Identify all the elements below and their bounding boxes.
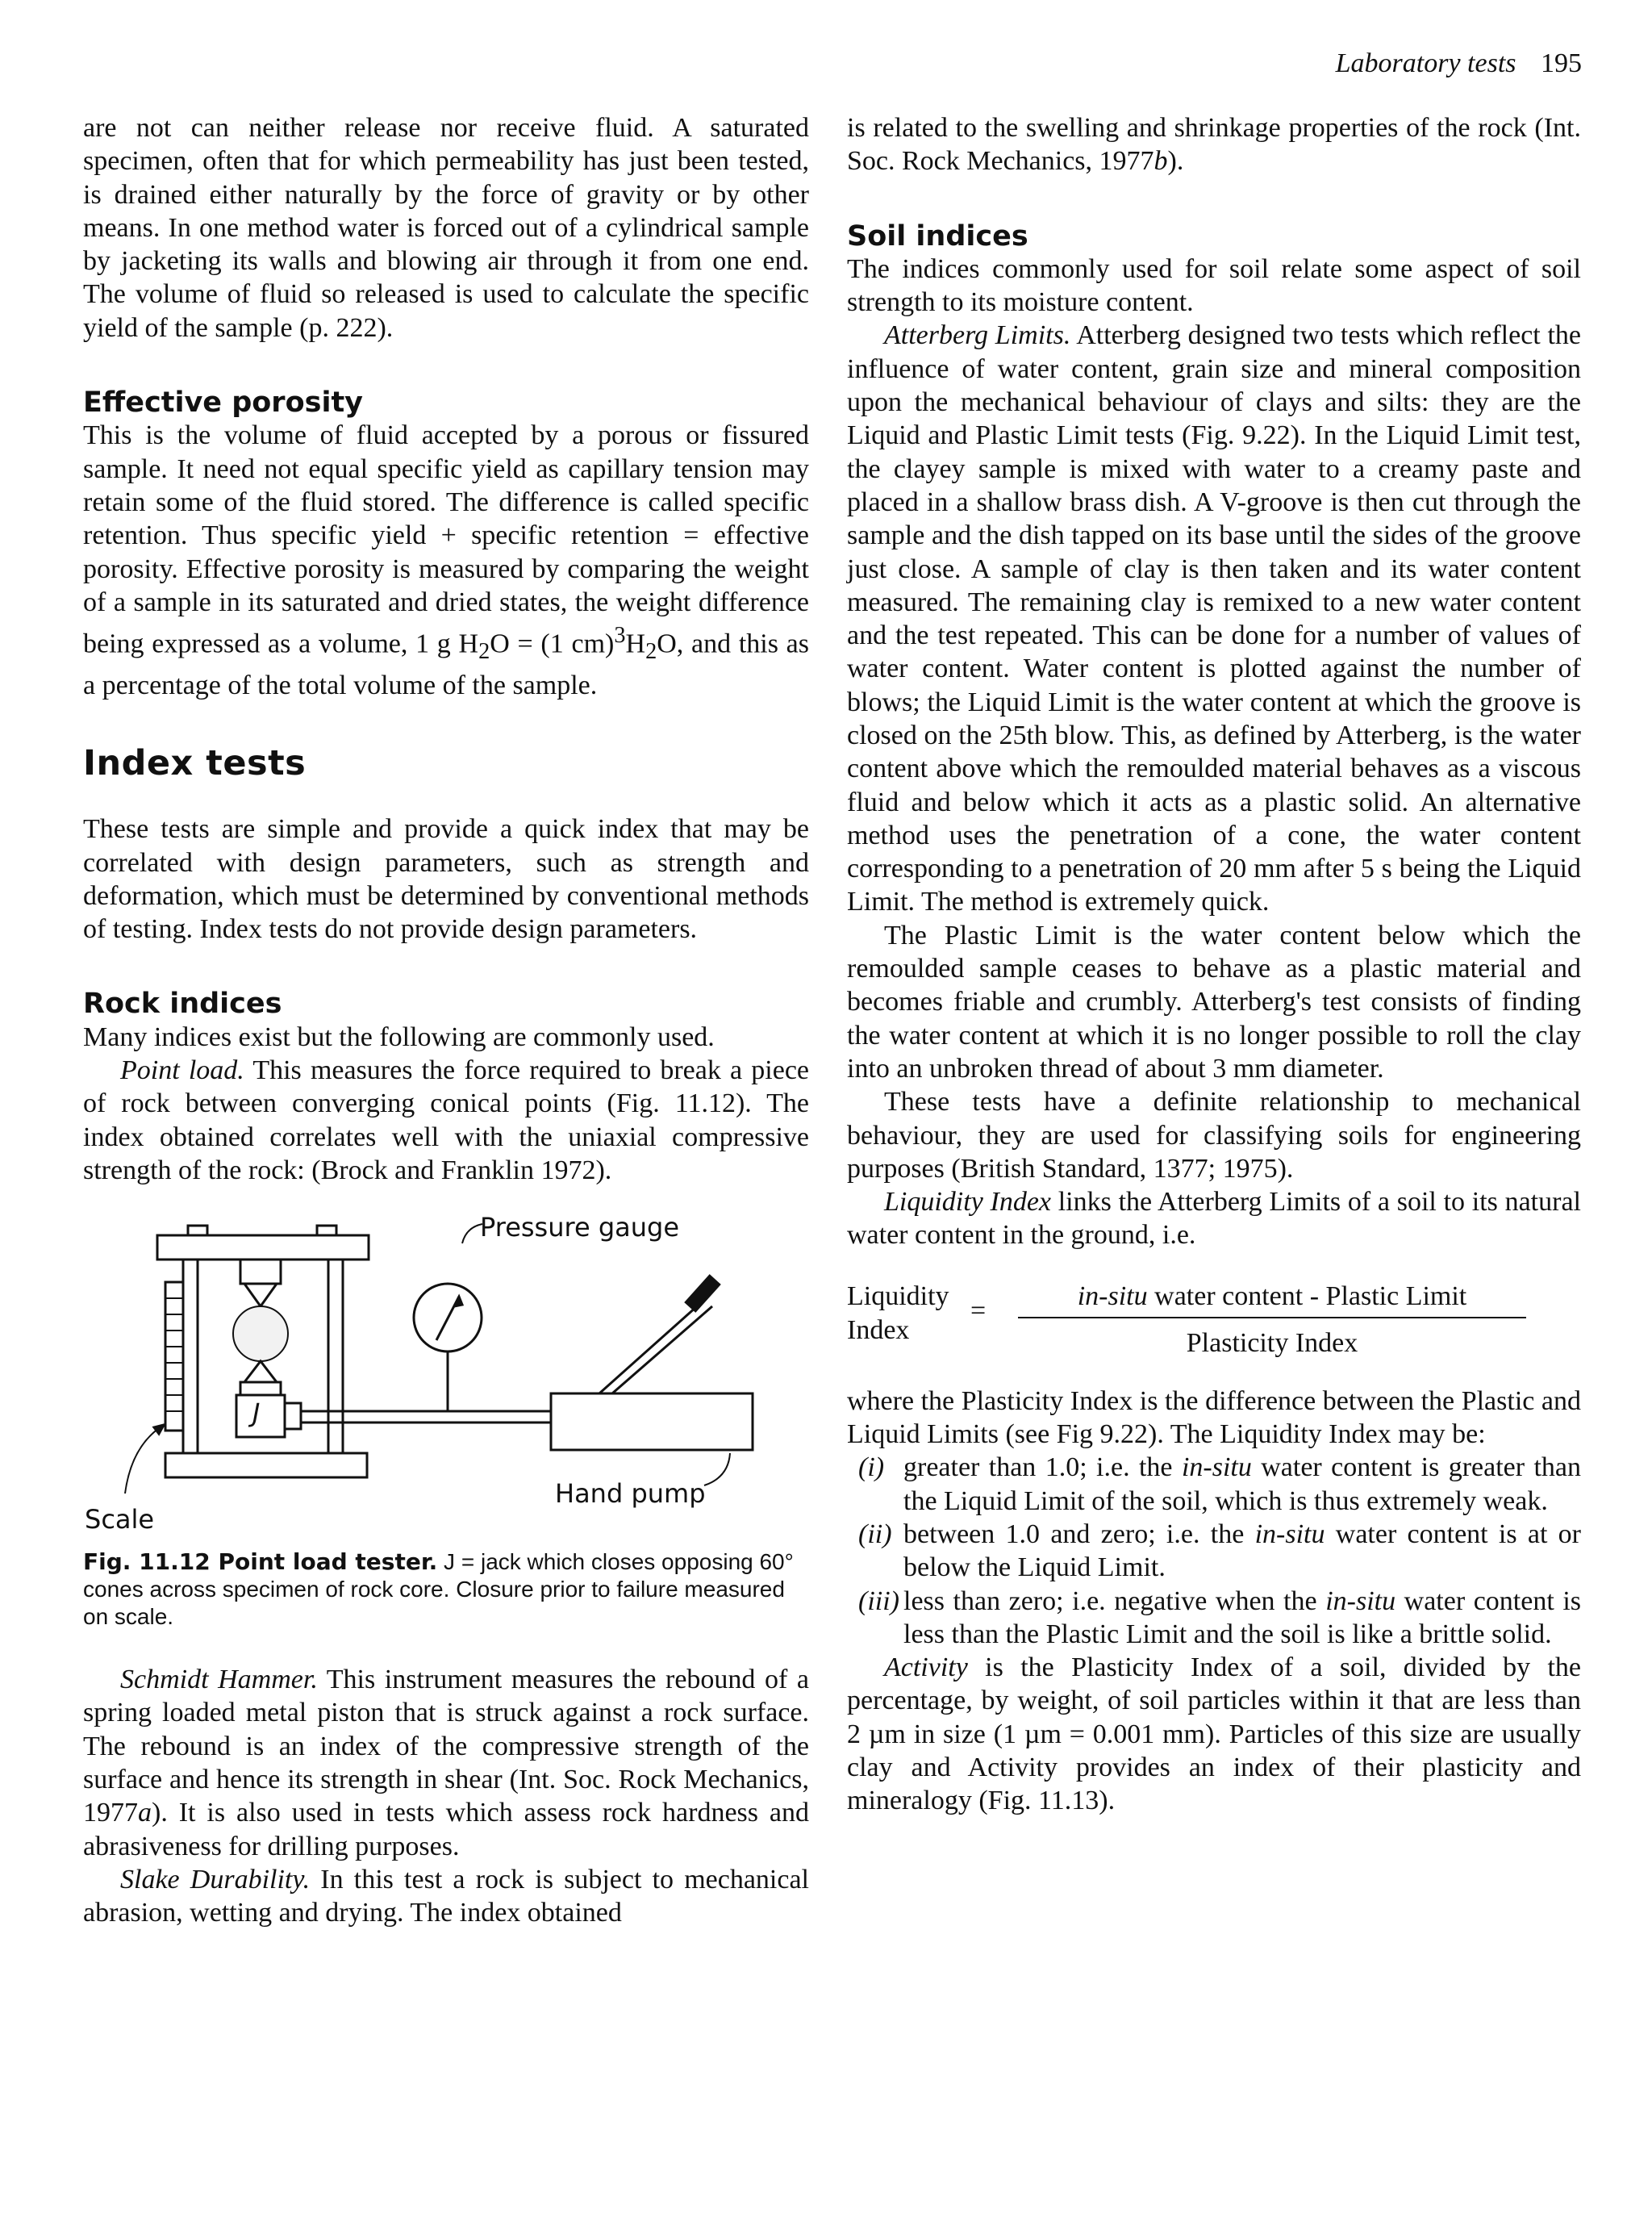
running-header-title: Laboratory tests: [1335, 48, 1516, 78]
paragraph-schmidt-hammer: Schmidt Hammer. This instrument measures the rebound of a spring loaded metal piston that is struck against a rock surface. The rebound is an index of the compressive strength of the surface and hence its strength in shear (Int. Soc. Rock Mechanics, 1977a). It is also used in tests which assess rock hardness and abrasiveness for drilling purposes.: [83, 1665, 809, 1861]
right-column: [847, 111, 1581, 1818]
label-jack: J: [252, 1397, 261, 1429]
page-number: 195: [1541, 48, 1582, 78]
heading-effective-porosity: Effective porosity: [83, 386, 363, 420]
formula-lhs: Liquidity Index: [847, 1280, 949, 1345]
paragraph-plastic-limit: The Plastic Limit is the water content below which the remoulded sample ceases to behave as a plastic material and becomes friable and crumbly. Atterberg's test consists of finding the water content at which it is no longer possible to roll the clay into an unbroken thread of about 3 mm diameter.: [847, 920, 1581, 1084]
figure-caption: Fig. 11.12 Point load tester. J = jack which closes opposing 60° cones across specimen of rock core. Closure prior to failure measured on scale.: [83, 1548, 794, 1630]
formula-fraction-bar: [1018, 1317, 1526, 1318]
paragraph-rock-indices: Many indices exist but the following are commonly used.: [83, 1021, 715, 1052]
paragraph-slake-durability: Slake Durability. In this test a rock is subject to mechanical abrasion, wetting and drying. The index obtained: [83, 1864, 810, 1928]
label-hand-pump: Hand pump: [555, 1478, 706, 1510]
running-header: [1336, 48, 1582, 79]
left-column: [83, 111, 809, 1930]
heading-index-tests: Index tests: [83, 742, 307, 783]
liquidity-index-formula: [847, 1280, 1581, 1368]
paragraph-liquidity-index: Liquidity Index links the Atterberg Limits of a soil to its natural water content in the ground, i.e.: [847, 1187, 1581, 1251]
list-item: (i) greater than 1.0; i.e. the in-situ water content is greater than the Liquid Limit of the soil, which is thus extremely weak.: [858, 1452, 1582, 1516]
list-item: (ii) between 1.0 and zero; i.e. the in-situ water content is at or below the Liquid Limit.: [858, 1519, 1581, 1583]
formula-denominator: Plasticity Index: [1186, 1327, 1358, 1358]
paragraph-activity: Activity is the Plasticity Index of a soil, divided by the percentage, by weight, of soil particles within it that are less than 2 µm in size (1 µm = 0.001 mm). Particles of this size are usually clay and Activity provides an index of their plasticity and mineralogy (Fig. 11.13).: [847, 1652, 1581, 1816]
paragraph-atterberg-limits: Atterberg Limits. Atterberg designed two tests which reflect the influence of water content, grain size and mineral composition upon the mechanical behaviour of clays and silts: they are the Liquid and Plastic Limit tests (Fig. 9.22). In the Liquid Limit test, the clayey sample is mixed with water to a creamy paste and placed in a shallow brass dish. A V-groove is then cut through the sample and the dish tapped on its base until the sides of the groove just close. A sample of clay is then taken and its water content measured. The remaining clay is remixed to a new water content and the test repeated. This can be done for a number of values of water content. Water content is plotted against the number of blows; the Liquid Limit is the water content at which the groove is closed on the 25th blow. This, as defined by Atterberg, is the water content above which the remoulded material behaves as a viscous fluid and below which it acts as a plastic solid. An alternative method uses the penetration of a cone, the water content corresponding to a penetration of 20 mm after 5 s being the Liquid Limit. The method is extremely quick.: [847, 320, 1582, 917]
label-scale: Scale: [85, 1504, 155, 1535]
paragraph-point-load: Point load. This measures the force required to break a piece of rock between converging conical points (Fig. 11.12). The index obtained correlates well with the uniaxial compressive strength of the rock: (Brock and Franklin 1972).: [83, 1055, 810, 1185]
paragraph-index-tests: These tests are simple and provide a quick index that may be correlated with design parameters, such as strength and deformation, which must be determined by conventional methods of testing. Index tests do not provide design parameters.: [83, 814, 809, 945]
paragraph-classification: These tests have a definite relationship to mechanical behaviour, they are used for classifying soils for engineering purposes (British Standard, 1377; 1975).: [847, 1087, 1581, 1184]
formula-numerator: in-situ water content - Plastic Limit: [1077, 1280, 1467, 1311]
heading-soil-indices: Soil indices: [847, 219, 1028, 253]
heading-rock-indices: Rock indices: [83, 988, 282, 1021]
paragraph-soil-indices: The indices commonly used for soil relate some aspect of soil strength to its moisture content.: [847, 253, 1581, 318]
paragraph-slake-cont: is related to the swelling and shrinkage properties of the rock (Int. Soc. Rock Mechanics, 1977b).: [847, 113, 1581, 177]
formula-equals: =: [970, 1295, 987, 1326]
paragraph-effective-porosity: This is the volume of fluid accepted by a porous or fissured sample. It need not equal specific yield as capillary tension may retain some of the fluid stored. The difference is called specific retention. Thus specific yield + specific retention = effective porosity. Effective porosity is measured by comparing the weight of a sample in its saturated and dried states, the weight difference being expressed as a volume, 1 g $H_2O = (1$ $cm)^3H_2O$, and this as a percentage of the total volume of the sample.: [83, 420, 810, 700]
label-pressure-gauge: Pressure gauge: [480, 1212, 680, 1243]
paragraph-specific-yield-cont: are not can neither release nor receive fluid. A saturated specimen, often that for which permeability has just been tested, is drained either naturally by the force of gravity or by other means. In one method water is forced out of a cylindrical sample by jacketing its walls and blowing air through it from one end. The volume of fluid so released is used to calculate the specific yield of the sample (p. 222).: [83, 113, 809, 343]
list-item: (iii) less than zero; i.e. negative when the in-situ water content is less than the Plastic Limit and the soil is like a brittle solid.: [858, 1585, 1582, 1649]
figure-point-load-tester: [83, 1211, 809, 1542]
paragraph-plasticity-index: where the Plasticity Index is the difference between the Plastic and Liquid Limits (see Fig 9.22). The Liquidity Index may be:: [847, 1385, 1581, 1450]
